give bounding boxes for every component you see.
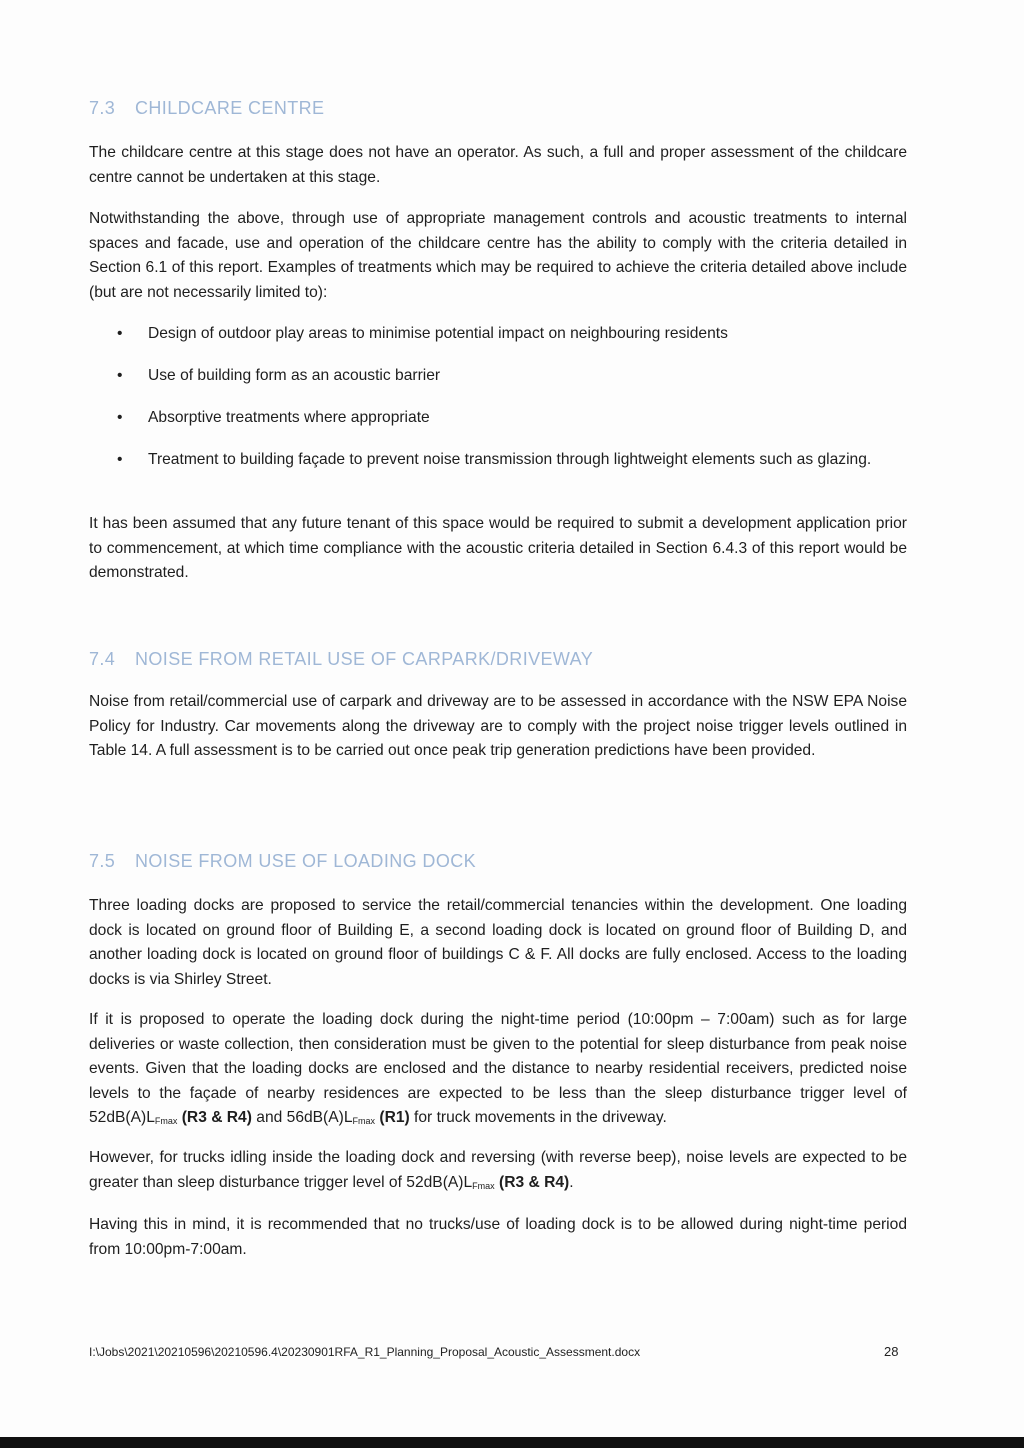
bullet-icon: • <box>117 451 123 468</box>
noise-level-subscript: Fmax <box>154 1116 178 1126</box>
paragraph-text: . <box>569 1173 574 1191</box>
paragraph-text: If it is proposed to operate the loading dock during the night-time period (10:00pm – 7:00am) such as for large deliveries or waste collection, then consideration must be given to the potential for sleep disturbance from peak noise events. Given that the loading docks are enclosed and the distance to nearby residential receivers, predicted noise levels to the façade of nearby residences are expected to be less than the sleep disturbance trigger level of <box>89 1011 907 1102</box>
bottom-border <box>0 1437 1024 1448</box>
section-number: 7.4 <box>89 649 116 669</box>
bullet-icon: • <box>117 367 123 384</box>
paragraph: It has been assumed that any future tenant of this space would be required to submit a development application prior to commencement, at which time compliance with the acoustic criteria detailed in Section 6.4.3 of this report would be demonstrated. <box>89 515 907 581</box>
paragraph-idling <box>89 1146 907 1198</box>
bullet-item <box>117 322 877 346</box>
footer-file-path: I:\Jobs\2021\20210596\20210596.4\20230901RFA_R1_Planning_Proposal_Acoustic_Assessment.docx <box>89 1345 641 1359</box>
bullet-icon: • <box>117 409 123 426</box>
noise-level-subscript: Fmax <box>472 1180 495 1191</box>
joiner-text: and <box>256 1109 283 1126</box>
noise-level-value: 56dB(A)L <box>286 1109 353 1126</box>
noise-level-subscript: Fmax <box>352 1116 376 1126</box>
paragraph-text: However, for trucks idling inside the loading dock and reversing (with reverse beep), noise levels are expected to be greater than sleep disturbance trigger level of <box>89 1149 907 1191</box>
bullet-icon: • <box>117 325 123 342</box>
bullet-item <box>117 364 877 388</box>
noise-level <box>406 1174 494 1191</box>
noise-level-value: 52dB(A)L <box>406 1173 473 1191</box>
bullet-text: Use of building form as an acoustic barrier <box>148 367 441 384</box>
paragraph: Three loading docks are proposed to service the retail/commercial tenancies within the development. One loading dock is located on ground floor of Building E, a second loading dock is located on ground floor of Building D, and another loading dock is located on ground floor of buildings C & F. All docks are fully enclosed. Access to the loading docks is via Shirley Street. <box>89 897 907 988</box>
receivers-label: (R1) <box>379 1109 410 1126</box>
section-heading-childcare <box>89 98 324 119</box>
noise-level <box>89 1109 177 1126</box>
noise-level <box>287 1109 375 1126</box>
paragraph: The childcare centre at this stage does not have an operator. As such, a full and proper assessment of the childcare centre cannot be undertaken at this stage. <box>89 144 907 186</box>
section-title: CHILDCARE CENTRE <box>135 98 325 118</box>
section-number: 7.5 <box>89 851 116 871</box>
bullet-item <box>117 448 877 472</box>
section-number: 7.3 <box>89 98 116 118</box>
bullet-text: Absorptive treatments where appropriate <box>148 409 430 426</box>
receivers-label: (R3 & R4) <box>499 1173 570 1191</box>
section-title: NOISE FROM RETAIL USE OF CARPARK/DRIVEWAY <box>135 649 594 669</box>
paragraph: Noise from retail/commercial use of carpark and driveway are to be assessed in accordance with the NSW EPA Noise Policy for Industry. Car movements along the driveway are to comply with the project noise trigger levels outlined in Table 14. A full assessment is to be carried out once peak trip generation predictions have been provided. <box>89 693 907 759</box>
noise-level-value: 52dB(A)L <box>89 1109 155 1126</box>
paragraph-text: for truck movements in the driveway. <box>414 1109 667 1126</box>
section-title: NOISE FROM USE OF LOADING DOCK <box>135 851 477 871</box>
receivers-label: (R3 & R4) <box>181 1109 252 1126</box>
bullet-item <box>117 406 877 430</box>
bullet-text: Design of outdoor play areas to minimise potential impact on neighbouring residents <box>148 325 728 342</box>
section-heading-loading-dock <box>89 851 476 872</box>
paragraph: Notwithstanding the above, through use of appropriate management controls and acoustic treatments to internal spaces and facade, use and operation of the childcare centre has the ability to comply with the criteria detailed in Section 6.1 of this report. Examples of treatments which may be required to achieve the criteria detailed above include (but are not necessarily limited to): <box>89 210 907 301</box>
page-number: 28 <box>884 1344 899 1359</box>
paragraph-sleep-disturbance <box>89 1008 907 1134</box>
section-heading-carpark <box>89 649 593 670</box>
paragraph: Having this in mind, it is recommended that no trucks/use of loading dock is to be allowed during night-time period from 10:00pm-7:00am. <box>89 1216 907 1258</box>
bullet-text: Treatment to building façade to prevent noise transmission through lightweight elements such as glazing. <box>148 451 872 468</box>
